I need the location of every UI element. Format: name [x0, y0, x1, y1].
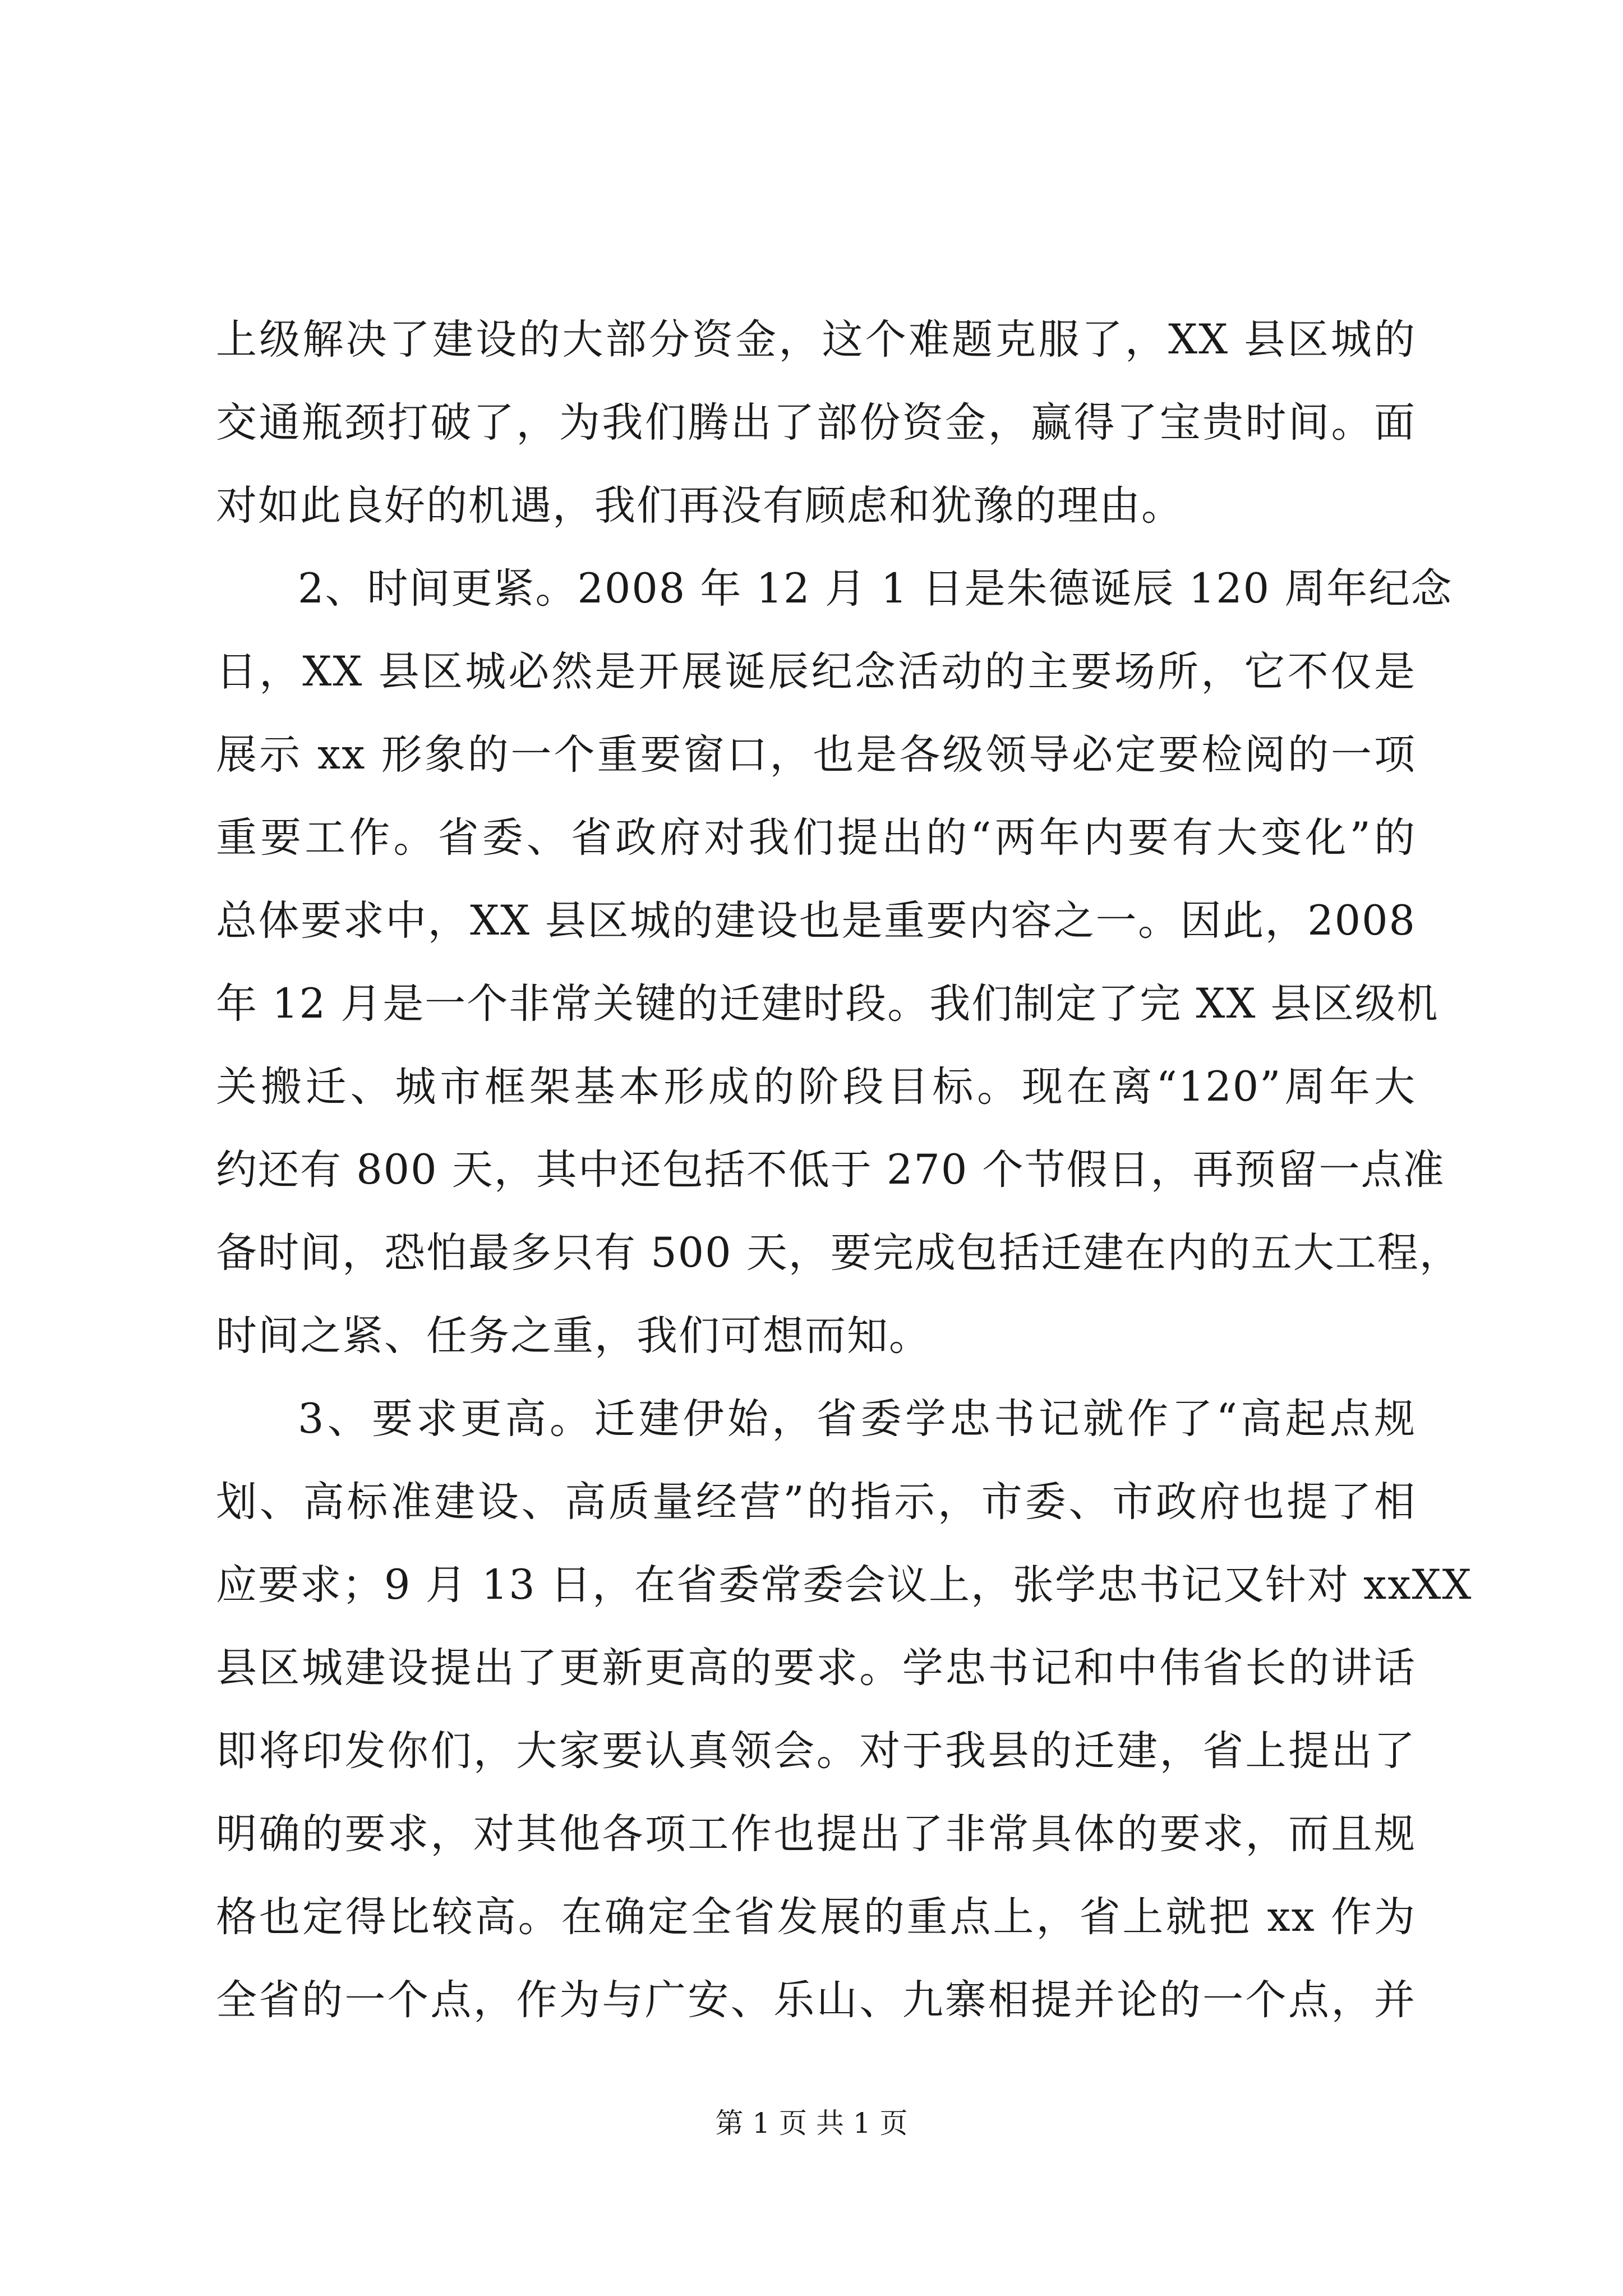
text-line: 对如此良好的机遇，我们再没有顾虑和犹豫的理由。	[216, 482, 1183, 530]
text-line: 划、高标准建设、高质量经营”的指示，市委、市政府也提了相	[216, 1478, 1416, 1526]
text-line: 全省的一个点，作为与广安、乐山、九寨相提并论的一个点，并	[216, 1976, 1416, 2024]
text-line: 2、时间更紧。2008 年 12 月 1 日是朱德诞辰 120 周年纪念	[298, 565, 1453, 613]
text-line: 日，XX 县区城必然是开展诞辰纪念活动的主要场所，它不仅是	[216, 648, 1416, 696]
document-body	[216, 298, 1473, 2042]
page-footer: 第 1 页 共 1 页	[715, 2107, 908, 2139]
text-line: 展示 xx 形象的一个重要窗口，也是各级领导必定要检阅的一项	[216, 731, 1416, 779]
paragraph	[216, 1378, 1473, 2042]
text-line: 县区城建设提出了更新更高的要求。学忠书记和中伟省长的讲话	[216, 1644, 1416, 1692]
text-line: 格也定得比较高。在确定全省发展的重点上，省上就把 xx 作为	[216, 1893, 1416, 1941]
text-line: 总体要求中，XX 县区城的建设也是重要内容之一。因此，2008	[216, 897, 1416, 945]
text-line: 重要工作。省委、省政府对我们提出的“两年内要有大变化”的	[216, 814, 1416, 862]
text-line: 约还有 800 天，其中还包括不低于 270 个节假日，再预留一点准	[216, 1146, 1445, 1194]
paragraph	[216, 298, 1416, 547]
text-line: 明确的要求，对其他各项工作也提出了非常具体的要求，而且规	[216, 1810, 1416, 1858]
text-line: 3、要求更高。迁建伊始，省委学忠书记就作了“高起点规	[298, 1395, 1416, 1443]
text-line: 年 12 月是一个非常关键的迁建时段。我们制定了完 XX 县区级机	[216, 980, 1439, 1028]
text-line: 应要求；9 月 13 日，在省委常委会议上，张学忠书记又针对 xxXX	[216, 1561, 1473, 1609]
text-line: 即将印发你们，大家要认真领会。对于我县的迁建，省上提出了	[216, 1727, 1416, 1775]
text-line: 关搬迁、城市框架基本形成的阶段目标。现在离“120”周年大	[216, 1063, 1416, 1111]
text-line: 时间之紧、任务之重，我们可想而知。	[216, 1312, 931, 1360]
paragraph	[216, 547, 1461, 1378]
text-line: 上级解决了建设的大部分资金，这个难题克服了，XX 县区城的	[216, 316, 1416, 364]
text-line: 备时间，恐怕最多只有 500 天，要完成包括迁建在内的五大工程，	[216, 1229, 1461, 1277]
text-line: 交通瓶颈打破了，为我们腾出了部份资金，赢得了宝贵时间。面	[216, 399, 1416, 447]
